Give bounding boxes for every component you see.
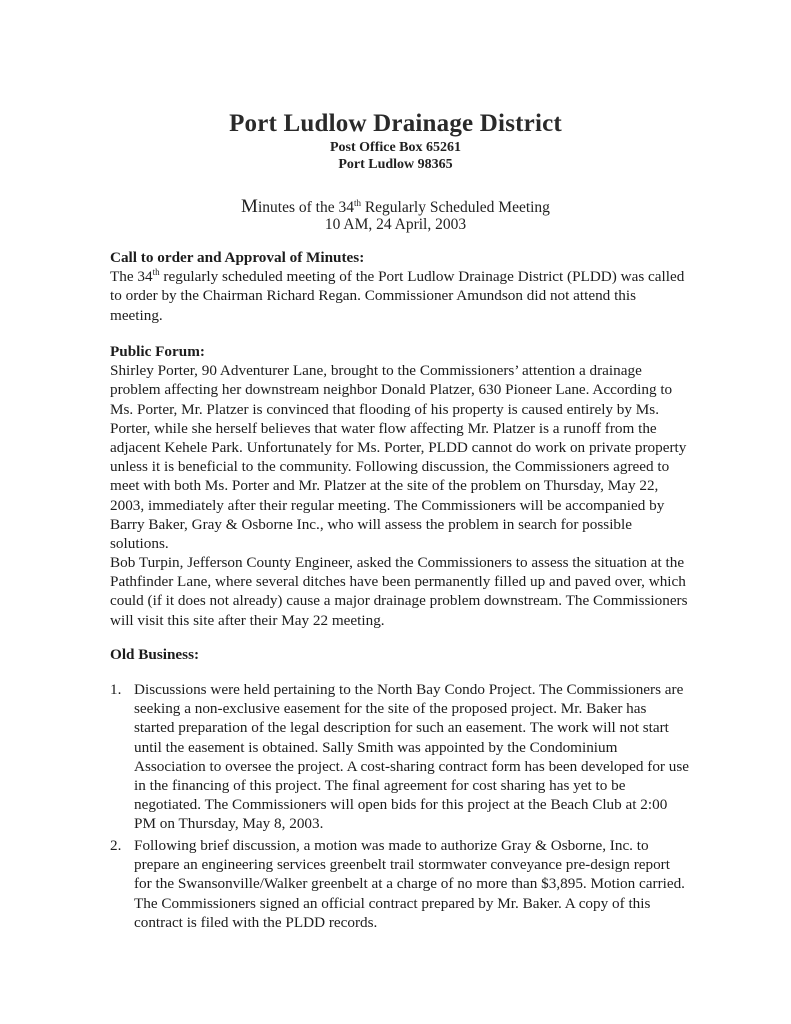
call-to-order-ordinal: th (152, 267, 160, 278)
minutes-title-pre: inutes of the 34 (257, 199, 354, 216)
old-business-section (110, 645, 690, 664)
item-text: Following brief discussion, a motion was made to authorize Gray & Osborne, Inc. to prepare an engineering services greenbelt trail stormwater conveyance pre-design report for the Swansonville/Walker greenbelt at a charge of no more than $3,895. Motion carried. The Commissioners signed an official contract prepared by Mr. Baker. A copy of this contract is filed with the PLDD records. (134, 837, 685, 931)
call-to-order-section (110, 248, 690, 325)
public-forum-paragraph-2-block (110, 553, 690, 630)
meeting-date: 10 AM, 24 April, 2003 (324, 216, 467, 233)
call-to-order-heading: Call to order and Approval of Minutes: (110, 249, 365, 266)
address-po-box: Post Office Box 65261 (329, 140, 462, 155)
call-to-order-text (110, 267, 690, 325)
item-number: 2. (110, 837, 122, 854)
old-business-item (110, 680, 690, 834)
old-business-item (110, 836, 690, 932)
item-number: 1. (110, 681, 122, 698)
public-forum-heading: Public Forum: (110, 343, 205, 360)
call-to-order-text-pre: The 34 (110, 268, 153, 286)
address-city-zip: Port Ludlow 98365 (338, 157, 453, 172)
district-title: Port Ludlow Drainage District (229, 110, 562, 137)
minutes-title (0, 196, 791, 218)
call-to-order-text-post: regularly scheduled meeting of the Port Ludlow Drainage District (PLDD) was called to order by the Chairman Richard Regan. Commissioner Amundson did not attend this meeting. (110, 268, 685, 324)
old-business-heading: Old Business: (110, 646, 200, 663)
public-forum-section (110, 342, 690, 553)
minutes-title-post: Regularly Scheduled Meeting (360, 199, 550, 216)
public-forum-paragraph-1: Shirley Porter, 90 Adventurer Lane, brought to the Commissioners’ attention a drainage problem affecting her downstream neighbor Donald Platzer, 630 Pioneer Lane. According to Ms. Porter, Mr. Platzer is convinced that flooding of his property is caused entirely by Ms. Porter, while she herself believes that water flow affecting Mr. Platzer is a runoff from the adjacent Kehele Park. Unfortunately for Ms. Porter, PLDD cannot do work on private property unless it is beneficial to the community. Following discussion, the Commissioners agreed to meet with both Ms. Porter and Mr. Platzer at the site of the problem on Thursday, May 22, 2003, immediately after their regular meeting. The Commissioners will be accompanied by Barry Baker, Gray & Osborne Inc., who will assess the problem in search for possible solutions. (110, 362, 687, 553)
minutes-initial: M (241, 196, 258, 217)
minutes-title-ordinal: th (353, 198, 361, 208)
public-forum-paragraph-2: Bob Turpin, Jefferson County Engineer, asked the Commissioners to assess the situation at the Pathfinder Lane, where several ditches have been permanently filled up and paved over, which could (if it does not already) cause a major drainage problem downstream. The Commissioners will visit this site after their May 22 meeting. (110, 554, 688, 629)
item-text: Discussions were held pertaining to the North Bay Condo Project. The Commissioners are seeking a non-exclusive easement for the site of the proposed project. Mr. Baker has started preparation of the legal description for such an easement. The work will not start until the easement is obtained. Sally Smith was appointed by the Condominium Association to oversee the project. A cost-sharing contract form has been developed for use in the financing of this project. The final agreement for cost sharing has yet to be negotiated. The Commissioners will open bids for this project at the Beach Club at 2:00 PM on Thursday, May 8, 2003. (134, 681, 690, 833)
